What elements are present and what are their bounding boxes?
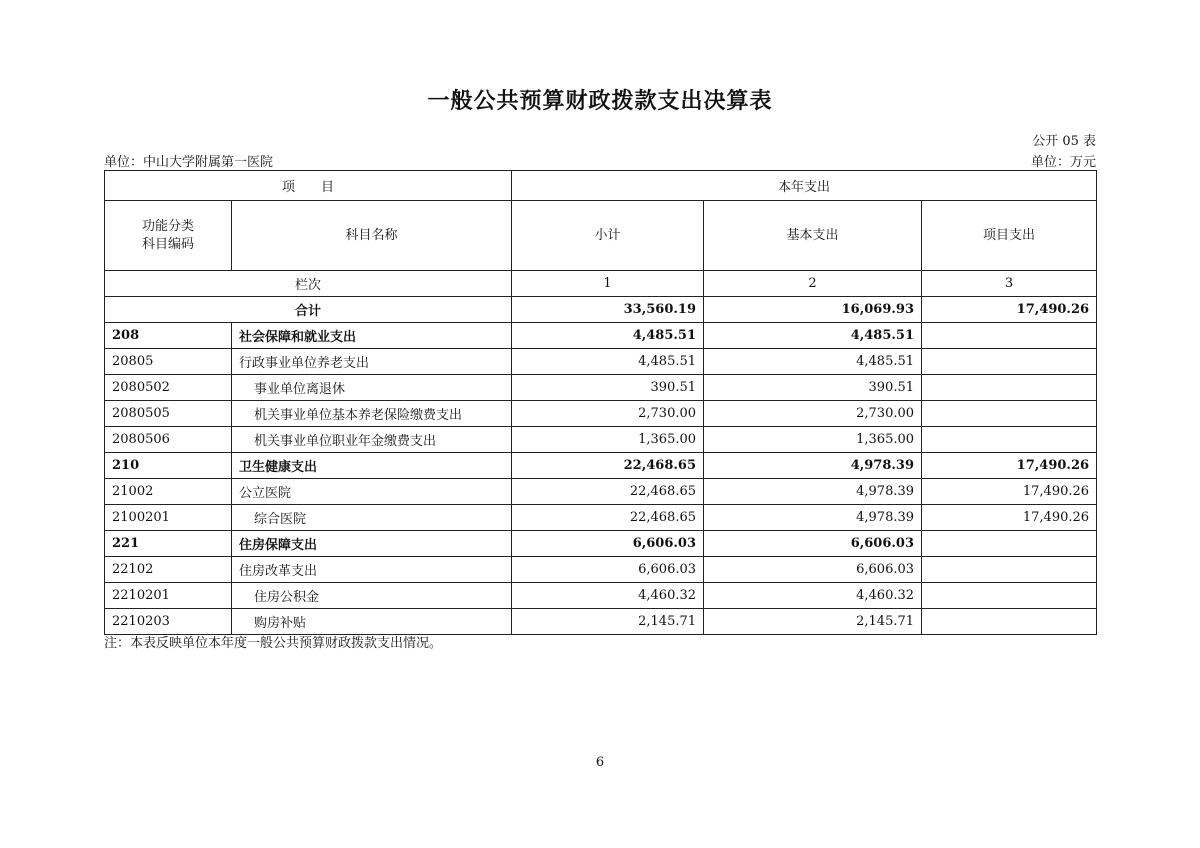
- row-name: 事业单位离退休: [232, 375, 512, 401]
- row-name: 机关事业单位职业年金缴费支出: [232, 427, 512, 453]
- header-code-line1: 功能分类: [141, 218, 194, 234]
- table-row: [105, 349, 1097, 375]
- page-number: 6: [595, 755, 605, 770]
- row-code: 2100201: [105, 505, 232, 531]
- currency-unit: 单位：万元: [1030, 155, 1096, 170]
- row-basic: 1,365.00: [704, 427, 922, 453]
- column-index-3: 3: [922, 271, 1097, 297]
- row-project: [922, 609, 1097, 635]
- row-project: 17,490.26: [922, 479, 1097, 505]
- row-project: [922, 583, 1097, 609]
- column-index-label: 栏次: [105, 271, 512, 297]
- column-index-2: 2: [704, 271, 922, 297]
- row-subtotal: 22,468.65: [512, 453, 704, 479]
- header-basic: 基本支出: [704, 201, 922, 271]
- table-row: [105, 557, 1097, 583]
- column-index-1: 1: [512, 271, 704, 297]
- row-code: 21002: [105, 479, 232, 505]
- total-subtotal: 33,560.19: [512, 297, 704, 323]
- table-row: [105, 505, 1097, 531]
- row-subtotal: 6,606.03: [512, 531, 704, 557]
- row-name: 社会保障和就业支出: [232, 323, 512, 349]
- row-basic: 4,978.39: [704, 505, 922, 531]
- row-basic: 2,730.00: [704, 401, 922, 427]
- row-subtotal: 6,606.03: [512, 557, 704, 583]
- row-subtotal: 1,365.00: [512, 427, 704, 453]
- row-project: [922, 375, 1097, 401]
- row-name: 机关事业单位基本养老保险缴费支出: [232, 401, 512, 427]
- header-subtotal: 小计: [512, 201, 704, 271]
- table-row: [105, 531, 1097, 557]
- row-name: 公立医院: [232, 479, 512, 505]
- row-code: 2210201: [105, 583, 232, 609]
- table-row: [105, 427, 1097, 453]
- total-row: [105, 297, 1097, 323]
- row-code: 2210203: [105, 609, 232, 635]
- row-subtotal: 2,145.71: [512, 609, 704, 635]
- total-project: 17,490.26: [922, 297, 1097, 323]
- row-basic: 390.51: [704, 375, 922, 401]
- document-title: 一般公共预算财政拨款支出决算表: [427, 88, 773, 114]
- row-basic: 4,978.39: [704, 479, 922, 505]
- row-name: 住房公积金: [232, 583, 512, 609]
- row-code: 208: [105, 323, 232, 349]
- row-subtotal: 22,468.65: [512, 505, 704, 531]
- row-name: 住房保障支出: [232, 531, 512, 557]
- header-row-index: [105, 271, 1097, 297]
- row-subtotal: 2,730.00: [512, 401, 704, 427]
- row-name: 购房补贴: [232, 609, 512, 635]
- row-name: 综合医院: [232, 505, 512, 531]
- header-name: 科目名称: [232, 201, 512, 271]
- row-code: 2080502: [105, 375, 232, 401]
- row-basic: 4,485.51: [704, 349, 922, 375]
- table-row: [105, 453, 1097, 479]
- table-row: [105, 375, 1097, 401]
- table-row: [105, 609, 1097, 635]
- form-number: 公开 05 表: [1032, 134, 1096, 149]
- total-label: 合计: [105, 297, 512, 323]
- row-subtotal: 4,485.51: [512, 323, 704, 349]
- row-basic: 4,485.51: [704, 323, 922, 349]
- row-project: [922, 427, 1097, 453]
- total-basic: 16,069.93: [704, 297, 922, 323]
- row-project: [922, 323, 1097, 349]
- row-code: 22102: [105, 557, 232, 583]
- row-code: 221: [105, 531, 232, 557]
- row-basic: 6,606.03: [704, 531, 922, 557]
- row-code: 20805: [105, 349, 232, 375]
- row-basic: 6,606.03: [704, 557, 922, 583]
- row-basic: 4,460.32: [704, 583, 922, 609]
- row-project: [922, 401, 1097, 427]
- header-row-columns: [105, 201, 1097, 271]
- header-project: 项目支出: [922, 201, 1097, 271]
- row-name: 卫生健康支出: [232, 453, 512, 479]
- row-subtotal: 4,460.32: [512, 583, 704, 609]
- row-project: 17,490.26: [922, 453, 1097, 479]
- header-code-line2: 科目编码: [141, 236, 194, 252]
- header-current-year: 本年支出: [512, 171, 1097, 201]
- table-row: [105, 401, 1097, 427]
- expenditure-table: [104, 170, 1097, 635]
- row-code: 210: [105, 453, 232, 479]
- row-basic: 4,978.39: [704, 453, 922, 479]
- header-code: [105, 201, 232, 271]
- row-subtotal: 4,485.51: [512, 349, 704, 375]
- header-row-top: [105, 171, 1097, 201]
- table-note: 注：本表反映单位本年度一般公共预算财政拨款支出情况。: [104, 636, 443, 651]
- table-row: [105, 479, 1097, 505]
- row-basic: 2,145.71: [704, 609, 922, 635]
- row-name: 住房改革支出: [232, 557, 512, 583]
- row-subtotal: 390.51: [512, 375, 704, 401]
- table-row: [105, 323, 1097, 349]
- row-project: 17,490.26: [922, 505, 1097, 531]
- header-item: 项 目: [105, 171, 512, 201]
- row-name: 行政事业单位养老支出: [232, 349, 512, 375]
- row-code: 2080505: [105, 401, 232, 427]
- row-subtotal: 22,468.65: [512, 479, 704, 505]
- organization-unit: 单位：中山大学附属第一医院: [104, 155, 274, 170]
- row-project: [922, 557, 1097, 583]
- table-row: [105, 583, 1097, 609]
- row-code: 2080506: [105, 427, 232, 453]
- row-project: [922, 531, 1097, 557]
- row-project: [922, 349, 1097, 375]
